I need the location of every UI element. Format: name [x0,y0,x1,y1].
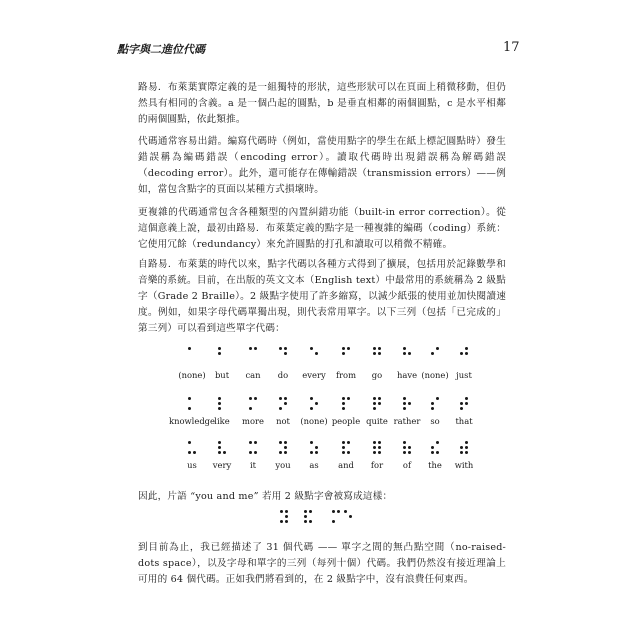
braille-dot [403,347,406,350]
braille-dot [309,510,312,513]
braille-dot [280,520,283,523]
braille-cell [403,441,413,455]
braille-word-label: and [338,460,354,470]
braille-cell [218,441,228,455]
braille-dot [373,397,376,400]
braille-cell [218,347,228,361]
braille-dot [337,510,340,513]
braille-dot [279,441,282,444]
braille-words-row-2 [168,416,478,428]
braille-dot [342,402,345,405]
braille-dot [347,397,350,400]
phrase-braille-cell [344,510,354,524]
braille-dot [218,347,221,350]
braille-dot [310,407,313,410]
braille-dot [403,451,406,454]
braille-dot [403,441,406,444]
braille-cell [373,347,383,361]
running-header: 點字與二進位代碼 [117,43,205,56]
braille-dot [460,402,463,405]
braille-dot [279,347,282,350]
braille-dot [188,347,191,350]
braille-word-label: rather [393,416,421,426]
braille-word-label: can [245,370,261,380]
braille-cell [342,441,352,455]
braille-dot [347,451,350,454]
braille-cell [431,347,441,361]
phrase-braille [280,510,370,524]
braille-cell [279,397,289,411]
braille-word-label: so [430,416,440,426]
braille-row-3 [168,441,478,455]
braille-dot [254,451,257,454]
braille-cell [249,347,259,361]
braille-word-label: the [428,460,442,470]
braille-dot [188,451,191,454]
braille-dot [342,451,345,454]
braille-dot [254,347,257,350]
paragraph-2: 代碼通常容易出錯。編寫代碼時（例如，當使用點字的學生在紙上標記圓點時）發生錯誤稱為編碼錯誤（encoding error）。讀取代碼時出現錯誤稱為解碼錯誤（decoding error）。此外，還可能存在傳輸錯誤（transmission errors）——例如，當包含點字的頁面以某種方式損壞時。 [138,136,506,195]
braille-cell [188,441,198,455]
braille-dot [310,451,313,454]
braille-dot [460,451,463,454]
braille-word-label: more [242,416,264,426]
braille-dot [460,352,463,355]
braille-dot [279,407,282,410]
braille-words-row-1 [168,370,478,382]
braille-row-2 [168,397,478,411]
braille-dot [403,446,406,449]
braille-dot [465,347,468,350]
braille-cell [373,441,383,455]
braille-dot [315,446,318,449]
braille-dot [465,446,468,449]
braille-cell [460,441,470,455]
braille-dot [285,515,288,518]
braille-word-label: do [277,370,289,380]
braille-dot [284,352,287,355]
braille-dot [373,451,376,454]
braille-dot [304,520,307,523]
braille-dot [378,352,381,355]
braille-dot [218,352,221,355]
braille-dot [431,451,434,454]
paragraph-1: 路易．布萊葉實際定義的是一組獨特的形狀，這些形狀可以在頁面上稍微移動，但仍然具有相同的含義。a 是一個凸起的圓點，b 是垂直相鄰的兩個圓點，c 是水平相鄰的兩個圓點，依此類推。 [138,82,506,125]
braille-dot [465,397,468,400]
braille-dot [285,520,288,523]
braille-cell [403,347,413,361]
braille-word-label: (none) [421,370,449,380]
braille-dot [347,441,350,444]
braille-cell [342,397,352,411]
braille-dot [249,407,252,410]
braille-dot [378,446,381,449]
braille-dot [249,347,252,350]
braille-dot [218,402,221,405]
paragraph-5: 因此，片語 “you and me” 若用 2 級點字會被寫成這樣： [138,491,393,502]
braille-word-label: every [302,370,326,380]
braille-cell [249,397,259,411]
braille-dot [408,446,411,449]
paragraph-3: 更複雜的代碼通常包含各種類型的內置糾錯功能（built-in error correction）。從這個意義上說，最初由路易．布萊葉定義的點字是一種複雜的編碼（coding）系統：它使用冗餘（redundancy）來允許圓點的打孔和讀取可以稍微不精確。 [138,207,506,250]
braille-word-label: that [455,416,473,426]
braille-dot [218,397,221,400]
braille-dot [373,446,376,449]
braille-word-label: you [275,460,291,470]
braille-dot [285,510,288,513]
braille-dot [342,397,345,400]
braille-dot [218,446,221,449]
braille-word-label: like [214,416,230,426]
braille-cell [249,441,259,455]
braille-cell [310,347,320,361]
braille-cell [310,441,320,455]
braille-dot [342,352,345,355]
braille-cell [188,397,198,411]
phrase-braille-cell [332,510,342,524]
braille-dot [465,441,468,444]
braille-dot [408,352,411,355]
braille-dot [403,397,406,400]
braille-dot [436,451,439,454]
braille-dot [284,451,287,454]
braille-dot [431,402,434,405]
braille-dot [465,352,468,355]
braille-cell [431,397,441,411]
braille-dot [431,352,434,355]
braille-dot [378,451,381,454]
braille-dot [378,347,381,350]
braille-dot [373,407,376,410]
braille-dot [403,402,406,405]
braille-dot [460,407,463,410]
phrase-braille-cell [304,510,314,524]
braille-word-label: for [370,460,384,470]
braille-dot [403,407,406,410]
braille-dot [193,451,196,454]
braille-word-label: go [371,370,383,380]
braille-word-label: with [454,460,474,470]
braille-word-label: not [276,416,290,426]
braille-dot [332,510,335,513]
braille-word-label: as [309,460,319,470]
braille-word-label: us [187,460,197,470]
braille-dot [188,441,191,444]
braille-dot [254,397,257,400]
paragraph-6: 到目前為止，我已經描述了 31 個代碼 —— 單字之間的無凸點空間（no-raised-dots space），以及字母和單字的三列（每列十個）代碼。我們仍然沒有接近理論上可用的 64 個代碼。正如我們將看到的，在 2 級點字中，沒有浪費任何東西。 [138,542,506,585]
braille-cell [460,397,470,411]
braille-word-label: of [402,460,412,470]
braille-dot [332,520,335,523]
braille-dot [279,397,282,400]
phrase-braille-cell [280,510,290,524]
braille-row-1 [168,347,478,361]
braille-dot [279,451,282,454]
braille-dot [349,515,352,518]
braille-word-label: just [456,370,472,380]
braille-cell [342,347,352,361]
braille-cell [188,347,198,361]
braille-dot [315,402,318,405]
braille-dot [431,407,434,410]
braille-dot [344,510,347,513]
braille-dot [284,402,287,405]
braille-cell [310,397,320,411]
braille-word-label: quite [366,416,388,426]
braille-dot [218,441,221,444]
braille-dot [188,397,191,400]
braille-dot [310,397,313,400]
braille-dot [249,397,252,400]
braille-dot [408,451,411,454]
braille-dot [378,441,381,444]
braille-dot [315,451,318,454]
braille-dot [342,407,345,410]
braille-dot [254,441,257,444]
braille-dot [408,402,411,405]
braille-dot [342,441,345,444]
braille-words-row-3 [168,460,478,472]
braille-word-label: (none) [178,370,206,380]
braille-dot [310,347,313,350]
braille-dot [373,402,376,405]
braille-dot [249,451,252,454]
braille-dot [431,446,434,449]
braille-dot [465,451,468,454]
braille-cell [279,347,289,361]
braille-dot [347,347,350,350]
braille-dot [373,352,376,355]
page-number: 17 [503,40,520,55]
braille-cell [279,441,289,455]
braille-dot [304,510,307,513]
braille-dot [436,347,439,350]
braille-dot [188,407,191,410]
braille-word-label: (none) [300,416,328,426]
braille-dot [342,446,345,449]
braille-cell [403,397,413,411]
paragraph-4: 自路易．布萊葉的時代以來，點字代碼以各種方式得到了擴展，包括用於記錄數學和音樂的系統。目前，在出版的英文文本（English text）中最常用的系統稱為 2 級點字（Grade 2 Braille）。2 級點字使用了許多縮寫，以減少紙張的使用並加快閱讀速度。例如，如果字母代碼單獨出現，則代表常用單字。以下三列（包括「已完成的」第三列）可以看到這些單字代碼： [138,259,506,334]
braille-dot [315,352,318,355]
braille-dot [465,402,468,405]
braille-word-label: but [214,370,230,380]
braille-dot [378,402,381,405]
braille-dot [284,446,287,449]
braille-dot [342,347,345,350]
braille-dot [249,441,252,444]
braille-cell [431,441,441,455]
braille-cell [373,397,383,411]
braille-dot [373,347,376,350]
braille-dot [460,446,463,449]
braille-cell [460,347,470,361]
braille-dot [373,441,376,444]
braille-dot [280,510,283,513]
braille-dot [284,441,287,444]
braille-word-label: from [335,370,357,380]
braille-dot [403,352,406,355]
braille-dot [223,451,226,454]
braille-dot [436,397,439,400]
braille-dot [309,520,312,523]
braille-cell [218,397,228,411]
braille-dot [378,397,381,400]
braille-dot [218,451,221,454]
braille-dot [218,407,221,410]
braille-word-label: people [331,416,361,426]
braille-dot [284,397,287,400]
braille-dot [284,347,287,350]
braille-word-label: knowledge [169,416,215,426]
braille-word-label: very [212,460,232,470]
braille-dot [310,441,313,444]
braille-word-label: have [396,370,418,380]
braille-word-label: it [249,460,257,470]
braille-dot [436,441,439,444]
braille-dot [304,515,307,518]
